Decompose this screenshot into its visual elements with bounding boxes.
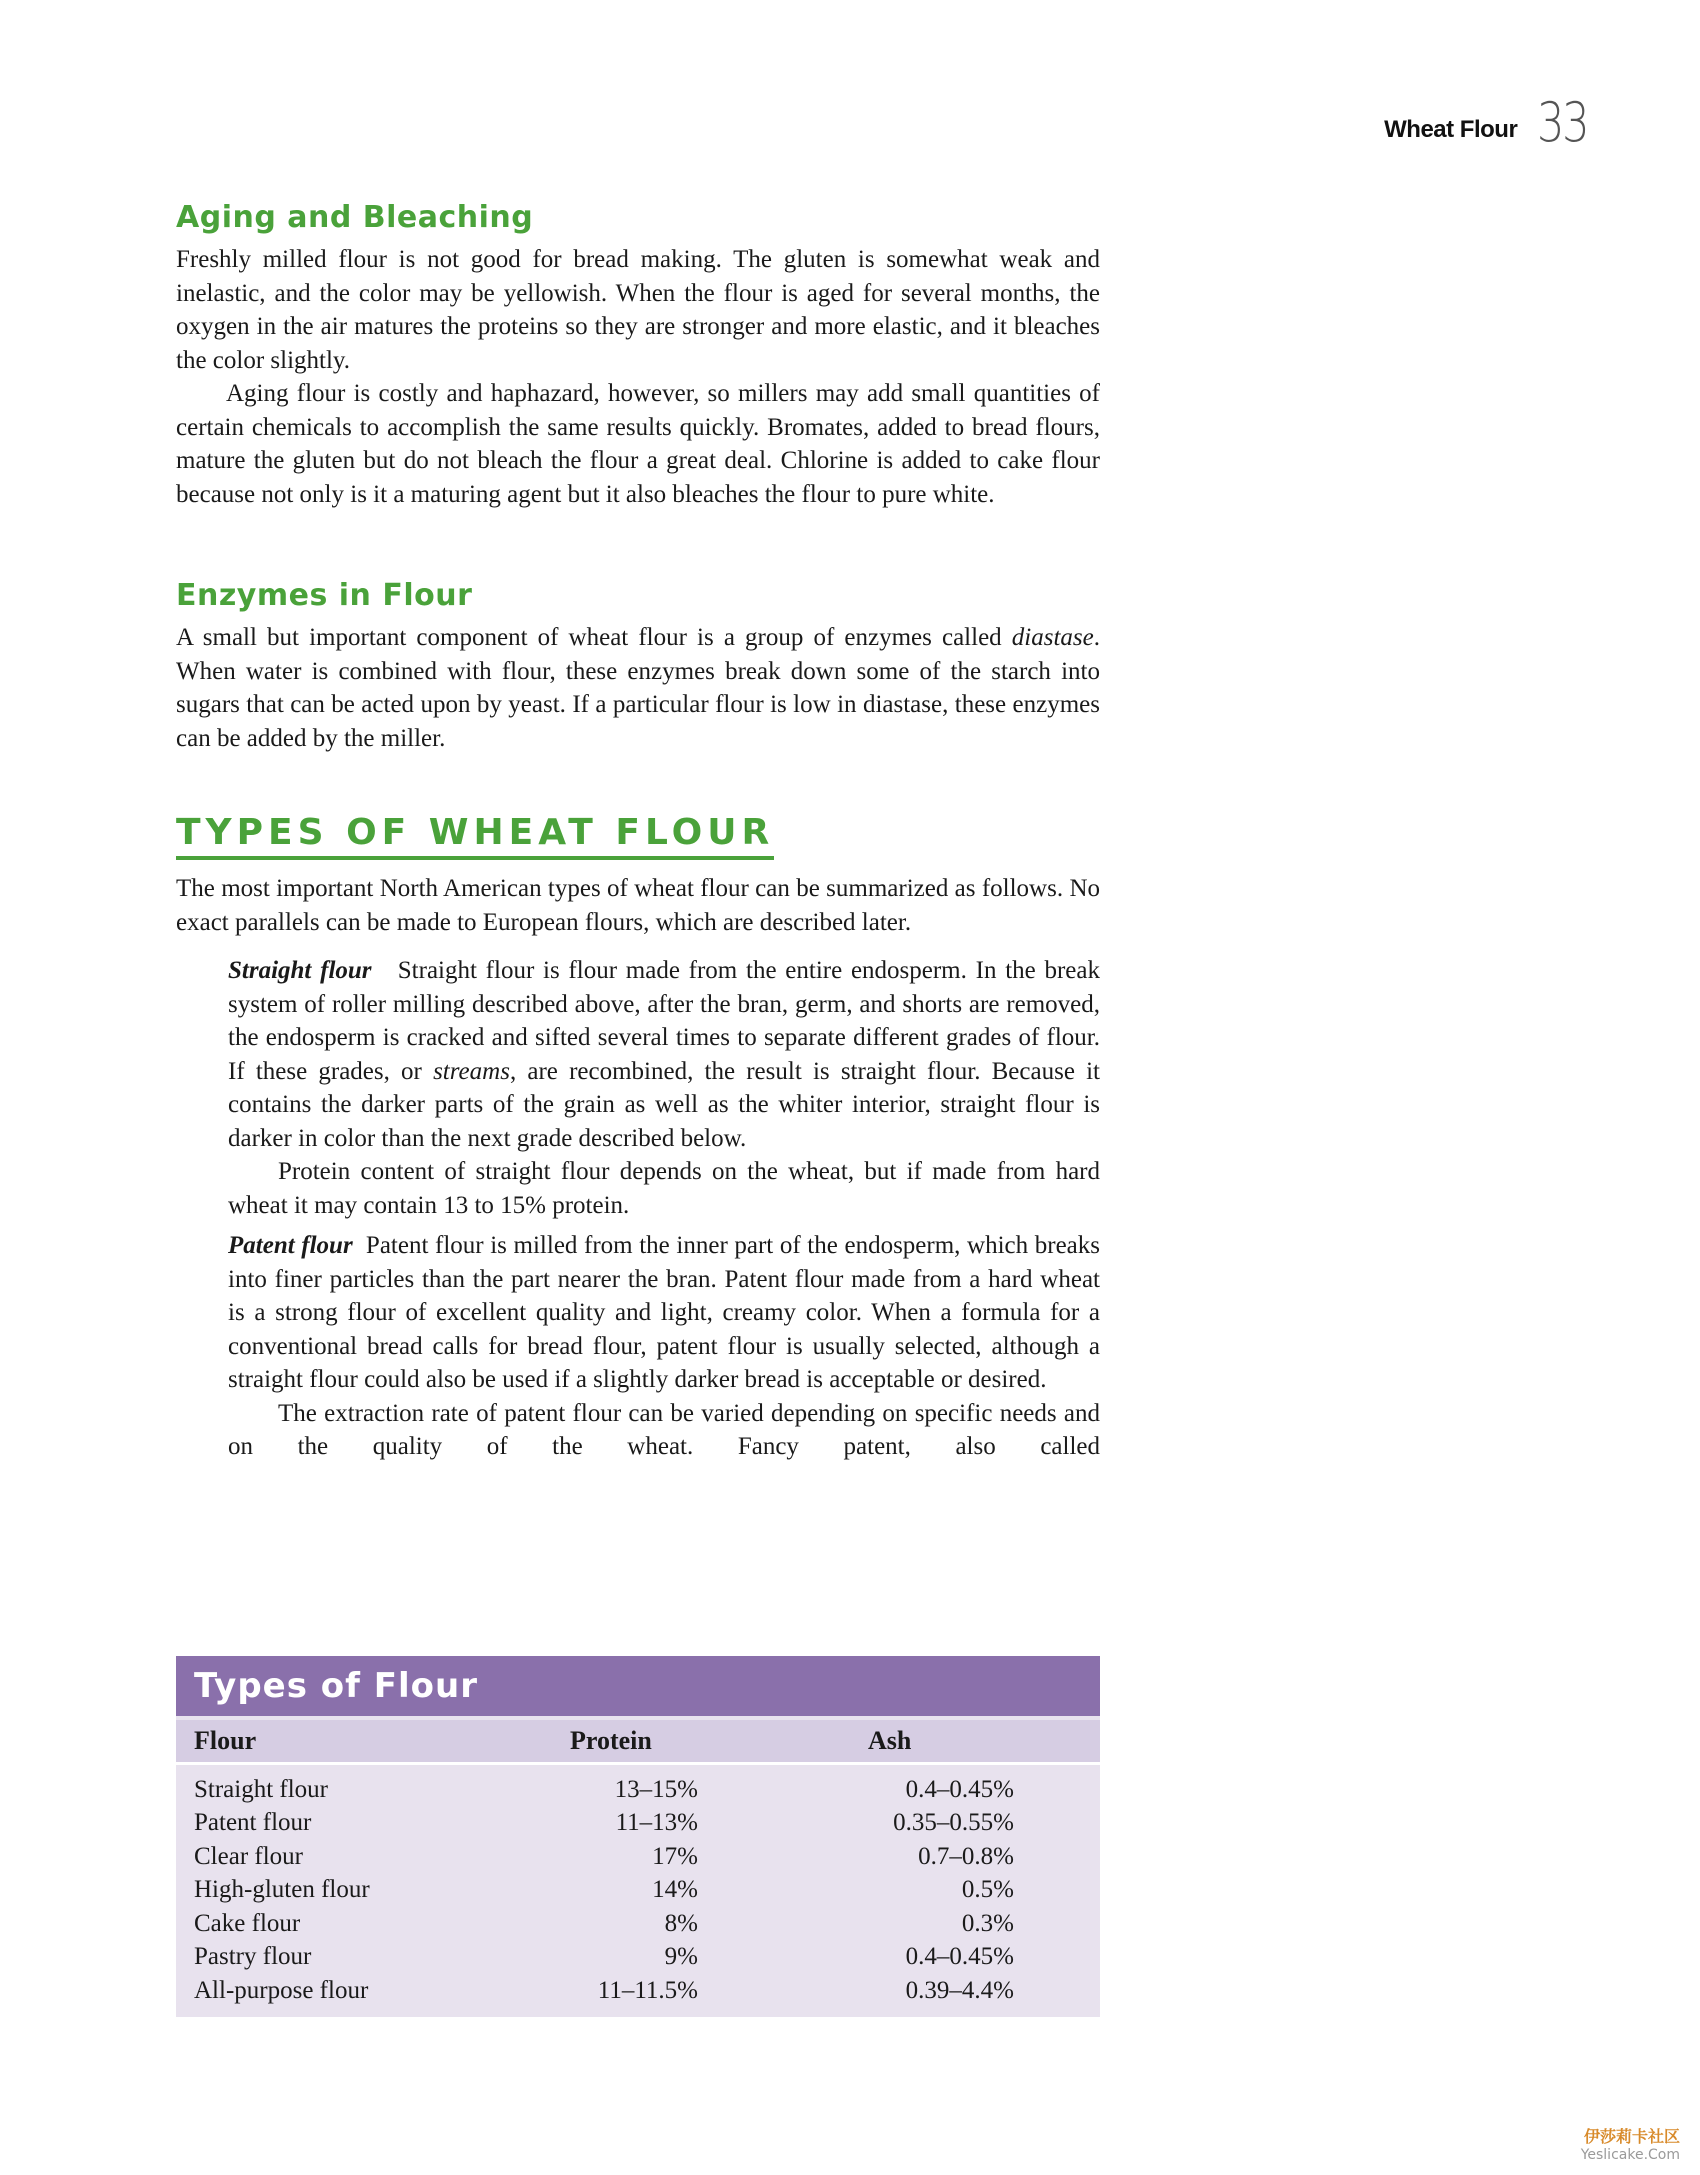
aging-paragraph-2: Aging flour is costly and haphazard, however, so millers may add small quantities of certain chemicals to accomplish the same results quickly. Bromates, added to bread flours, mature the gluten but do not bleach the flour a great deal. Chlorine is added to cake flour because not only is it a maturing agent but it also bleaches the flour to pure white. <box>176 380 1100 508</box>
table-row <box>176 1874 1100 1908</box>
ash-value: 0.7–0.8% <box>918 1842 1014 1870</box>
flour-name: Cake flour <box>194 1909 301 1937</box>
flour-name: High-gluten flour <box>194 1876 370 1904</box>
protein-value: 9% <box>664 1943 698 1971</box>
ash-value: 0.3% <box>961 1909 1014 1937</box>
watermark-url: Yeslicake.Com <box>1580 2147 1680 2163</box>
types-of-flour-table <box>176 1656 1100 2017</box>
straight-runin: Straight flour <box>228 957 372 984</box>
protein-value: 17% <box>652 1842 698 1870</box>
table-header-protein: Protein <box>570 1726 652 1755</box>
table-title: Types of Flour <box>176 1656 1100 1716</box>
patent-flour-entry <box>228 1229 1100 1464</box>
table-header-flour: Flour <box>194 1726 257 1755</box>
section-aging <box>176 200 1100 511</box>
enzymes-paragraph <box>176 621 1100 755</box>
patent-runin: Patent flour <box>228 1232 353 1259</box>
section-types <box>176 812 1100 1464</box>
straight-flour-entry <box>228 954 1100 1222</box>
table-row <box>176 1941 1100 1975</box>
straight-text-a: Straight flour is flour made from the entire endosperm. In the break system of roller milling described above, after the bran, germ, and shorts are removed, the endosperm is cracked and sifted several times to separate different grades of flour. If these grades, or <box>228 957 1101 1085</box>
types-intro: The most important North American types of wheat flour can be summarized as follows. No exact parallels can be made to European flours, which are described later. <box>176 875 1100 936</box>
flour-name: Pastry flour <box>194 1943 312 1971</box>
protein-value: 11–11.5% <box>597 1976 698 2004</box>
patent-paragraph-1 <box>228 1229 1100 1397</box>
table-row <box>176 1773 1100 1807</box>
ash-value: 0.4–0.45% <box>905 1943 1014 1971</box>
protein-value: 8% <box>664 1909 698 1937</box>
running-head-title: Wheat Flour <box>1384 116 1518 143</box>
protein-value: 14% <box>652 1876 698 1904</box>
straight-term: streams <box>433 1057 510 1085</box>
table-row <box>176 1807 1100 1841</box>
table-row <box>176 1840 1100 1874</box>
ash-value: 0.4–0.45% <box>905 1775 1014 1803</box>
flour-name: Clear flour <box>194 1842 303 1870</box>
aging-heading: Aging and Bleaching <box>176 200 534 235</box>
table-row <box>176 1907 1100 1941</box>
patent-text: Patent flour is milled from the inner part of the endosperm, which breaks into finer particles than the part nearer the bran. Patent flour made from a hard wheat is a strong flour of excellent quality and light, creamy color. When a formula for a conventional bread calls for bread flour, patent flour is usually selected, although a straight flour could also be used if a slightly darker bread is acceptable or desired. <box>228 1232 1100 1393</box>
flour-name: Patent flour <box>194 1809 312 1837</box>
straight-text-b: , are recombined, the result is straight flour. Because it contains the darker parts of the grain as well as the whiter interior, straight flour is darker in color than the next grade described below. <box>228 1057 1100 1152</box>
watermark-chinese: 伊莎莉卡社区 <box>1583 2127 1680 2146</box>
flour-name: Straight flour <box>194 1775 329 1803</box>
watermark <box>1581 2124 1680 2163</box>
types-heading: TYPES OF WHEAT FLOUR <box>176 812 774 860</box>
table-row <box>176 1974 1100 2008</box>
protein-value: 13–15% <box>614 1775 698 1803</box>
enzymes-heading: Enzymes in Flour <box>176 578 473 613</box>
ash-value: 0.35–0.55% <box>893 1809 1014 1837</box>
running-head <box>1384 91 1600 154</box>
section-enzymes <box>176 578 1100 755</box>
protein-value: 11–13% <box>615 1809 698 1837</box>
enzymes-text-a: A small but important component of wheat flour is a group of enzymes called <box>176 624 1012 651</box>
enzymes-text-b: . When water is combined with flour, these enzymes break down some of the starch into sugars that can be acted upon by yeast. If a particular flour is low in diastase, these enzymes can be added by the miller. <box>176 624 1100 752</box>
straight-paragraph-2: Protein content of straight flour depends on the wheat, but if made from hard wheat it may contain 13 to 15% protein. <box>228 1158 1100 1219</box>
ash-value: 0.39–4.4% <box>905 1976 1014 2004</box>
straight-paragraph-1 <box>228 954 1100 1155</box>
patent-paragraph-2: The extraction rate of patent flour can be varied depending on specific needs and on the quality of the wheat. Fancy patent, also called <box>228 1399 1100 1460</box>
table-header-ash: Ash <box>868 1726 912 1755</box>
table-body <box>176 1765 1100 2008</box>
aging-paragraph-1: Freshly milled flour is not good for bread making. The gluten is somewhat weak and inelastic, and the color may be yellowish. When the flour is aged for several months, the oxygen in the air matures the proteins so they are stronger and more elastic, and it bleaches the color slightly. <box>176 246 1100 374</box>
ash-value: 0.5% <box>961 1876 1014 1904</box>
flour-name: All-purpose flour <box>194 1976 369 2004</box>
page-number: 33 <box>1537 91 1588 154</box>
enzymes-term: diastase <box>1011 624 1094 651</box>
table-header-row <box>176 1720 1100 1765</box>
